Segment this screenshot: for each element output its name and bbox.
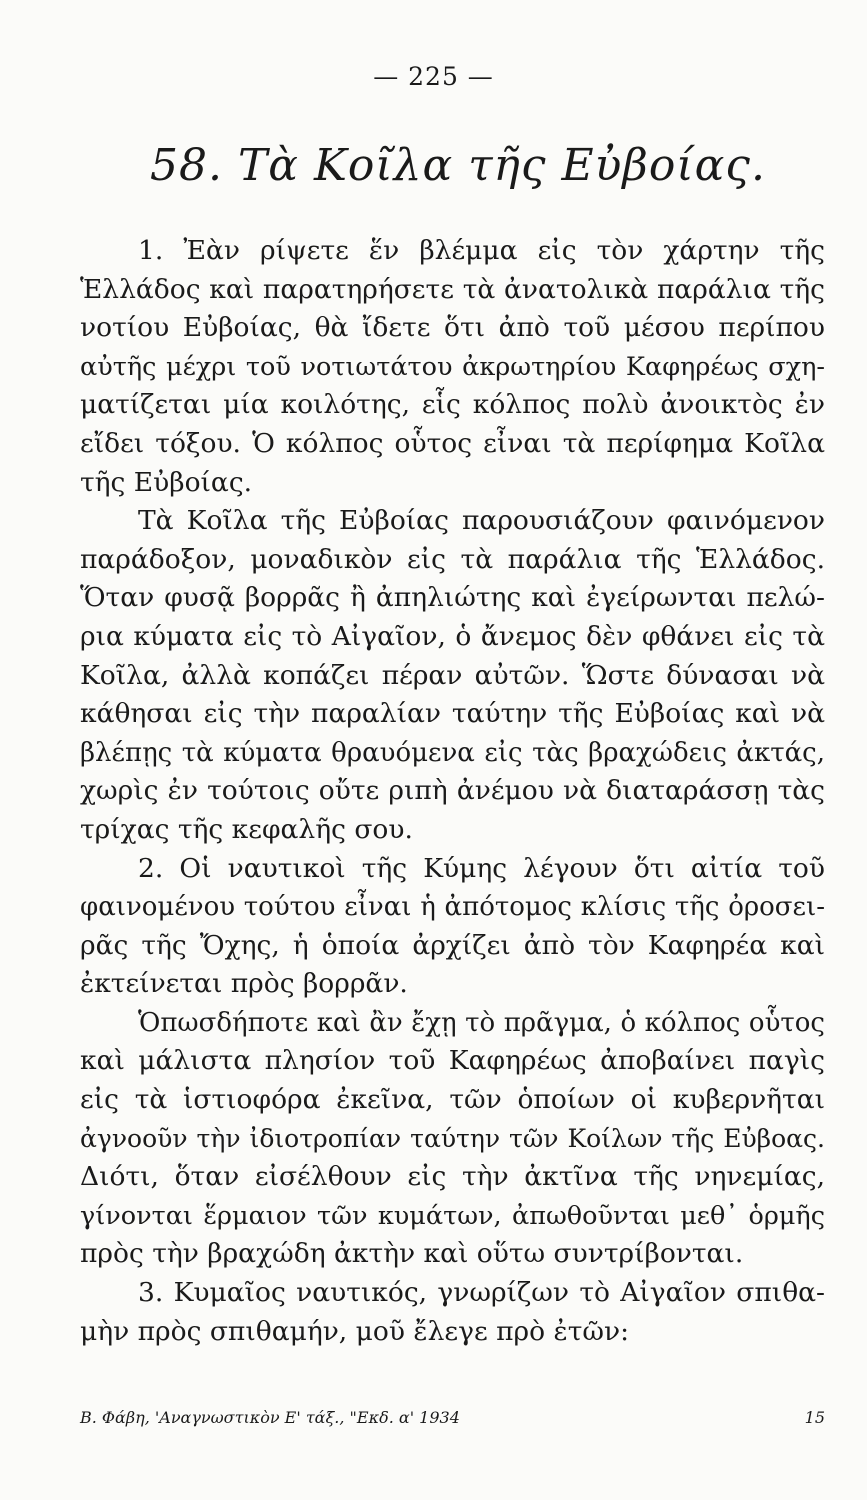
- text-line: ἀγνοοῦν τὴν ἰδιοτροπίαν ταύτην τῶν Κοίλων τῆς Εὐβοας.: [80, 1123, 825, 1153]
- text-line: Ὁπωσδήποτε καὶ ἂν ἔχῃ τὸ πρᾶγμα, ὁ κόλπος οὗτος: [138, 1007, 825, 1038]
- text-line: 1. Ἐὰν ρίψετε ἕν βλέμμα εἰς τὸν χάρτην τῆς: [138, 235, 825, 266]
- text-line: τρίχας τῆς κεφαλῆς σου.: [80, 813, 413, 845]
- page-number: — 225 —: [373, 62, 494, 91]
- text-line: ἐκτείνεται πρὸς βορρᾶν.: [80, 968, 408, 1000]
- text-line: νοτίου Εὐβοίας, θὰ ἴδετε ὅτι ἀπὸ τοῦ μέσου περίπου: [80, 312, 825, 344]
- text-line: κάθησαι εἰς τὴν παραλίαν ταύτην τῆς Εὐβοίας καὶ νὰ: [80, 698, 825, 730]
- text-line: καὶ μάλιστα πλησίον τοῦ Καφηρέως ἀποβαίνει παγὶς: [80, 1045, 825, 1077]
- footer-citation: Β. Φάβη, 'Αναγνωστικὸν Ε' τάξ., "Εκδ. α' 1934: [80, 1408, 460, 1427]
- text-line: αὐτῆς μέχρι τοῦ νοτιωτάτου ἀκρωτηρίου Καφηρέως σχη-: [80, 351, 825, 382]
- footer-signature-number: 15: [804, 1408, 825, 1427]
- text-line: 3. Κυμαῖος ναυτικός, γνωρίζων τὸ Αἰγαῖον σπιθα-: [138, 1277, 825, 1309]
- chapter-title: 58. Τὰ Κοῖλα τῆς Εὐβοίας.: [150, 140, 766, 191]
- text-line: εἴδει τόξου. Ὁ κόλπος οὗτος εἶναι τὰ περίφημα Κοῖλα: [80, 427, 825, 459]
- text-line: χωρὶς ἐν τούτοις οὔτε ριπὴ ἀνέμου νὰ διαταράσσῃ τὰς: [80, 775, 825, 807]
- text-line: Κοῖλα, ἀλλὰ κοπάζει πέραν αὐτῶν. Ὥστε δύνασαι νὰ: [80, 659, 825, 691]
- text-line: φαινομένου τούτου εἶναι ἡ ἀπότομος κλίσις τῆς ὀροσει-: [80, 892, 825, 923]
- text-line: εἰς τὰ ἱστιοφόρα ἐκεῖνα, τῶν ὁποίων οἱ κυβερνῆται: [80, 1084, 825, 1116]
- text-line: Τὰ Κοῖλα τῆς Εὐβοίας παρουσιάζουν φαινόμενον: [138, 505, 825, 537]
- text-line: ρια κύματα εἰς τὸ Αἰγαῖον, ὁ ἄνεμος δὲν φθάνει εἰς τὰ: [80, 620, 825, 652]
- text-line: Ὅταν φυσᾷ βορρᾶς ἢ ἀπηλιώτης καὶ ἐγείρωνται πελώ-: [80, 582, 825, 614]
- text-line: πρὸς τὴν βραχώδη ἀκτὴν καὶ οὕτω συντρίβονται.: [80, 1238, 744, 1270]
- text-line: τῆς Εὐβοίας.: [80, 466, 253, 498]
- text-line: ρᾶς τῆς Ὄχης, ἡ ὁποία ἀρχίζει ἀπὸ τὸν Καφηρέα καὶ: [80, 929, 825, 961]
- text-line: μὴν πρὸς σπιθαμήν, μοῦ ἔλεγε πρὸ ἐτῶν:: [80, 1315, 629, 1347]
- body-text: [80, 232, 825, 1351]
- text-line: ματίζεται μία κοιλότης, εἷς κόλπος πολὺ ἀνοικτὸς ἐν: [80, 389, 825, 421]
- text-line: 2. Οἱ ναυτικοὶ τῆς Κύμης λέγουν ὅτι αἰτία τοῦ: [138, 852, 825, 884]
- text-line: Διότι, ὅταν εἰσέλθουν εἰς τὴν ἀκτῖνα τῆς νηνεμίας,: [80, 1161, 825, 1193]
- text-line: παράδοξον, μοναδικὸν εἰς τὰ παράλια τῆς Ἑλλάδος.: [80, 543, 825, 575]
- text-line: Ἑλλάδος καὶ παρατηρήσετε τὰ ἀνατολικὰ παράλια τῆς: [80, 273, 825, 305]
- text-line: βλέπῃς τὰ κύματα θραυόμενα εἰς τὰς βραχώδεις ἀκτάς,: [80, 737, 825, 768]
- text-line: γίνονται ἕρμαιον τῶν κυμάτων, ἀπωθοῦνται μεθ᾽ ὁρμῆς: [80, 1200, 825, 1231]
